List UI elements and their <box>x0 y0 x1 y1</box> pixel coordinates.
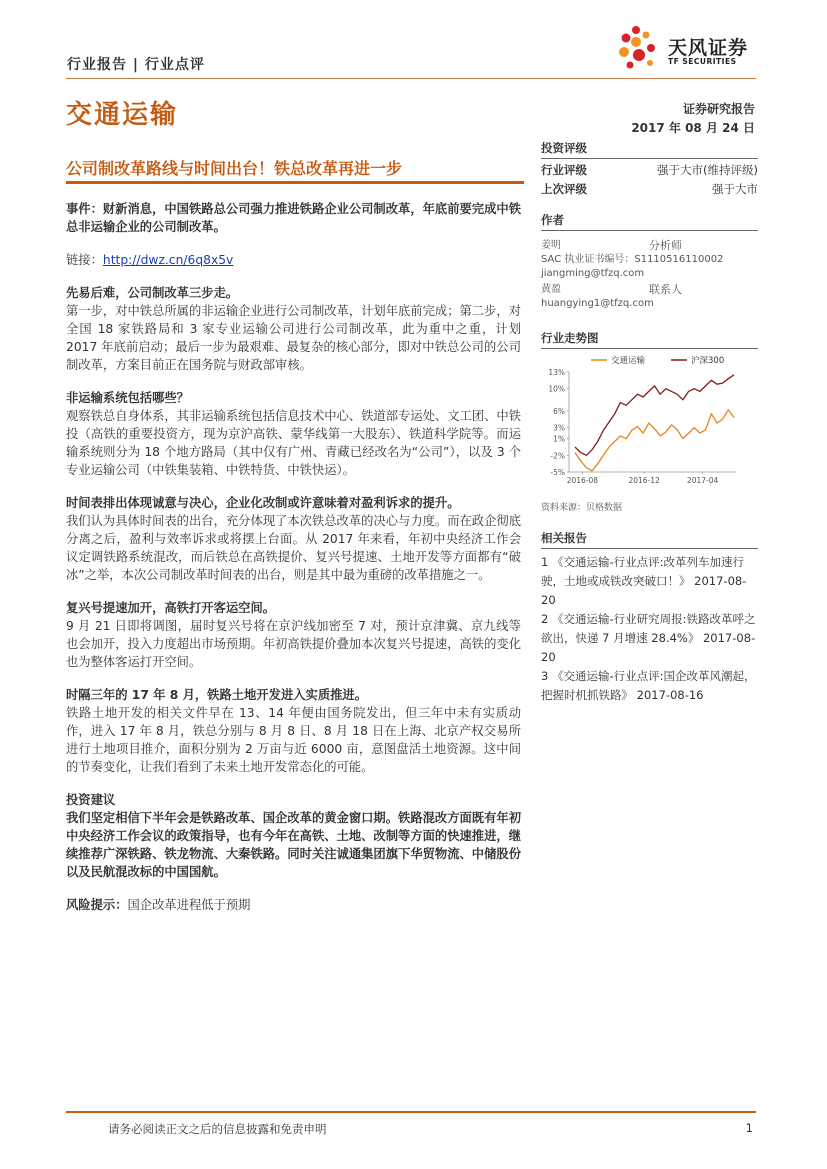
risk-label: 风险提示： <box>66 898 128 912</box>
prev-rating-row <box>541 180 758 199</box>
y-tick-label: 6% <box>553 406 565 416</box>
event-paragraph: 事件：财新消息，中国铁路总公司强力推进铁路企业公司制改革，年底前要完成中铁总非运输企业的公司制改革。 <box>66 202 521 234</box>
page-number: 1 <box>745 1121 753 1135</box>
section-body: 观察铁总自身体系，其非运输系统包括信息技术中心、铁道部专运处、文工团、中铁投（高铁的重要投资方，现为京沪高铁、蒙华线第一大股东）、铁道科学院等。而运输系统则分为 18 个地方路局（其中仅有广州、青藏已经改名为“公司”），以及 3 个专业运输公司（中铁集装箱、中铁特货、中铁快运）。 <box>66 409 521 477</box>
section-body: 铁路土地开发的相关文件早在 13、14 年便由国务院发出，但三年中未有实质动作，进入 17 年 8 月，铁总分别与 8 月 8 日、8 月 18 日在上海、北京产权交易所进行土地项目推介，面积分别为 2 万亩与近 6000 亩，意图盘活土地资源。这中间的节奏变化，让我们看到了未来土地开发常态化的可能。 <box>66 706 521 774</box>
report-date: 2017 年 08 月 24 日 <box>631 121 755 135</box>
y-tick-label: -5% <box>550 468 565 477</box>
rating-row <box>541 161 758 180</box>
section-title: 先易后难，公司制改革三步走。 <box>66 286 239 300</box>
legend-label: 交通运输 <box>611 356 646 366</box>
footer-rule <box>66 1111 756 1113</box>
section-body: 我们坚定相信下半年会是铁路改革、国企改革的黄金窗口期。铁路混改方面既有年初中央经济工作会议的政策指导，也有今年在高铁、土地、改制等方面的快速推进，继续推荐广深铁路、铁龙物流、大秦铁路。同时关注诚通集团旗下华贸物流、中储股份以及民航混改标的中国国航。 <box>66 811 521 879</box>
report-type: 证券研究报告 <box>682 102 755 116</box>
logo-english-name: TF SECURITIES <box>668 57 737 66</box>
related-report-item[interactable]: 2 《交通运输-行业研究周报:铁路改革呼之欲出，快递 7 月增速 28.4%》 2017-08-20 <box>541 612 756 664</box>
author-row <box>541 283 758 297</box>
x-tick-label: 2016-12 <box>628 476 660 485</box>
header-rule <box>66 78 756 79</box>
author-row <box>541 239 758 253</box>
section-title: 复兴号提速加开，高铁打开客运空间。 <box>66 601 276 615</box>
industry-trend-chart <box>541 350 758 490</box>
logo-dot <box>647 44 655 52</box>
authors-block <box>541 212 758 311</box>
author-name: 姜明 <box>541 240 561 251</box>
related-report-item[interactable]: 3 《交通运输-行业点评:国企改革风潮起，把握时机抓铁路》 2017-08-16 <box>541 669 756 702</box>
x-tick-label: 2017-04 <box>686 476 719 485</box>
report-category: 行业报告 | 行业点评 <box>67 57 205 73</box>
author-role: 联系人 <box>649 283 682 296</box>
article-body <box>66 200 521 914</box>
logo-dot <box>627 62 634 69</box>
author-license: SAC 执业证书编号：S1110516110002 <box>541 254 724 265</box>
link-label: 链接： <box>66 253 103 267</box>
chart-block <box>541 330 758 349</box>
logo-dot <box>632 26 640 34</box>
prev-rating-key: 上次评级 <box>541 182 587 196</box>
y-tick-label: 1% <box>553 434 565 444</box>
risk-text: 国企改革进程低于预期 <box>127 898 251 912</box>
legend-label: 沪深300 <box>691 356 725 366</box>
article-link[interactable]: http://dwz.cn/6q8x5v <box>102 253 234 267</box>
headline-underline <box>66 181 524 184</box>
author-role: 分析师 <box>649 239 682 252</box>
authors-heading: 作者 <box>541 212 758 231</box>
rating-key: 行业评级 <box>541 163 587 177</box>
y-tick-label: 10% <box>548 384 565 394</box>
author-name: 黄盈 <box>541 284 561 295</box>
y-tick-label: -2% <box>550 451 565 461</box>
sidebar <box>541 140 758 199</box>
logo-dot <box>647 60 653 66</box>
link-line <box>66 251 521 269</box>
risk-line <box>66 896 521 914</box>
x-tick-label: 2016-08 <box>566 476 599 485</box>
y-tick-label: 13% <box>548 368 565 377</box>
sector-title: 交通运输 <box>66 100 179 130</box>
related-block <box>541 530 758 705</box>
y-tick-label: 3% <box>553 423 565 433</box>
logo-dot <box>631 37 641 47</box>
logo-dot <box>643 32 650 39</box>
section-title: 时隔三年的 17 年 8 月，铁路土地开发进入实质推进。 <box>66 688 368 702</box>
chart-heading: 行业走势图 <box>541 330 758 349</box>
headline: 公司制改革路线与时间出台！铁总改革再进一步 <box>66 159 403 178</box>
section-body: 第一步，对中铁总所属的非运输企业进行公司制改革，计划年底前完成；第二步，对全国 18 家铁路局和 3 家专业运输公司进行公司制改革，此为重中之重，计划 2017 年底前启动；最后一步为最艰难、最复杂的核心部分，即对中铁总公司的公司制改革，方案目前正在国务院与财政部审核。 <box>66 304 521 372</box>
section-title: 时间表排出体现诚意与决心，企业化改制或许意味着对盈利诉求的提升。 <box>66 496 460 510</box>
section-title: 投资建议 <box>66 793 116 807</box>
logo-name: 天风证券 <box>668 37 749 59</box>
logo-dot <box>633 49 645 61</box>
logo-dot <box>622 34 631 43</box>
chart-source: 资料来源：贝格数据 <box>541 503 623 513</box>
rating-heading: 投资评级 <box>541 140 758 159</box>
rating-value: 强于大市(维持评级) <box>657 163 758 177</box>
footer-disclaimer[interactable]: 请务必阅读正文之后的信息披露和免责申明 <box>108 1122 327 1136</box>
related-report-item[interactable]: 1 《交通运输-行业点评:改革列车加速行驶，土地或成铁改突破口！》 2017-08-20 <box>541 555 747 607</box>
author-email[interactable]: huangying1@tfzq.com <box>541 298 654 309</box>
section-body: 我们认为具体时间表的出台，充分体现了本次铁总改革的决心与力度。而在政企彻底分离之后，盈利与效率诉求或将摆上台面。从 2017 年来看，年初中央经济工作会议定调铁路系统混改，而后铁总在高铁提价、复兴号提速、土地开发等方面都有“破冰”之举，本次公司制改革时间表的出台，则是其中最为重磅的改革措施之一。 <box>66 514 521 582</box>
section-body: 9 月 21 日即将调图，届时复兴号将在京沪线加密至 7 对，预计京津冀、京九线等也会加开，投入力度超出市场预期。年初高铁提价叠加本次复兴号提速，高铁的变化也为整体客运打开空间。 <box>66 619 521 669</box>
prev-rating-value: 强于大市 <box>712 182 758 196</box>
logo-dot <box>619 47 629 57</box>
author-email[interactable]: jiangming@tfzq.com <box>541 268 645 279</box>
section-title: 非运输系统包括哪些？ <box>66 391 189 405</box>
related-heading: 相关报告 <box>541 530 758 549</box>
